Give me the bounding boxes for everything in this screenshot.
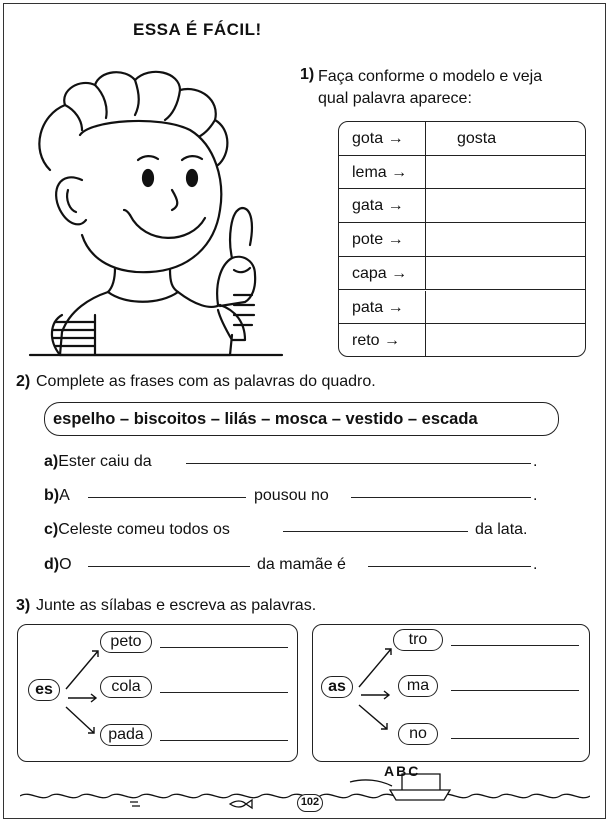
table-row: [339, 223, 585, 257]
question-3-instructions: Junte as sílabas e escreva as palavras.: [36, 597, 317, 614]
sentence-d: [44, 556, 72, 574]
sentence-b-end: .: [533, 487, 538, 504]
sentence-a: [44, 453, 152, 471]
arrows-icon: [355, 643, 399, 745]
root-syllable: es: [28, 679, 60, 701]
sentence-b-text: A: [59, 487, 70, 504]
sentence-c-text: Celeste comeu todos os: [58, 521, 230, 538]
question-3-number: 3): [16, 597, 31, 614]
table-word: gata →: [339, 189, 426, 222]
table-word: pote →: [339, 223, 426, 256]
syllable-pill: ma: [398, 675, 438, 697]
table-answer[interactable]: [427, 257, 585, 290]
sentence-d-text: O: [59, 556, 72, 573]
table-row: [339, 257, 585, 291]
syllable-pill: tro: [393, 629, 443, 651]
blank-line[interactable]: [88, 486, 246, 498]
sentence-d-label: d): [44, 556, 60, 573]
word-table: [338, 121, 586, 357]
syllable-pill: cola: [100, 676, 152, 698]
sentence-b: [44, 487, 70, 505]
sentence-a-end: .: [533, 453, 538, 470]
syllable-pill: peto: [100, 631, 152, 653]
page-title: ESSA É FÁCIL!: [133, 20, 262, 39]
syllable-box-1: [17, 624, 298, 762]
answer-line[interactable]: [160, 692, 288, 693]
page-number: 102: [297, 794, 323, 812]
answer-line[interactable]: [160, 740, 288, 741]
sentence-a-text: Ester caiu da: [58, 453, 152, 470]
table-word: capa →: [339, 257, 426, 290]
word-bank: espelho – biscoitos – lilás – mosca – vestido – escada: [44, 402, 559, 436]
blank-line[interactable]: [368, 555, 531, 567]
table-answer[interactable]: gosta: [457, 130, 497, 147]
table-row: [339, 189, 585, 223]
table-word: lema →: [339, 156, 426, 189]
boy-illustration: [20, 60, 290, 360]
question-1-line2: qual palavra aparece:: [318, 90, 472, 107]
table-answer[interactable]: [427, 324, 585, 357]
blank-line[interactable]: [88, 555, 250, 567]
blank-line[interactable]: [186, 452, 531, 464]
syllable-pill: pada: [100, 724, 152, 746]
question-1-number: 1): [300, 66, 315, 83]
answer-line[interactable]: [451, 738, 579, 739]
table-answer[interactable]: [427, 189, 585, 222]
question-2-instructions: Complete as frases com as palavras do quadro.: [36, 373, 376, 390]
table-row: [339, 122, 585, 156]
question-2-number: 2): [16, 373, 31, 390]
sentence-c: [44, 521, 230, 539]
table-row: [339, 291, 585, 325]
sentence-d-middle: da mamãe é: [257, 556, 346, 573]
sentence-b-label: b): [44, 487, 60, 504]
sentence-d-end: .: [533, 556, 538, 573]
table-word: pata →: [339, 291, 426, 324]
sentence-c-label: c): [44, 521, 59, 538]
sentence-b-middle: pousou no: [254, 487, 329, 504]
syllable-box-2: [312, 624, 590, 762]
table-word: gota →: [339, 122, 426, 155]
answer-line[interactable]: [451, 690, 579, 691]
arrows-icon: [62, 643, 102, 745]
sentence-a-label: a): [44, 453, 59, 470]
blank-line[interactable]: [351, 486, 531, 498]
table-word: reto →: [339, 324, 426, 357]
table-answer[interactable]: [427, 291, 585, 324]
syllable-pill: no: [398, 723, 438, 745]
table-answer[interactable]: [427, 223, 585, 256]
question-1-instructions: [318, 66, 598, 110]
answer-line[interactable]: [451, 645, 579, 646]
root-syllable: as: [321, 676, 353, 698]
blank-line[interactable]: [283, 520, 468, 532]
boat-sign: ABC: [384, 763, 421, 779]
question-1-line1: Faça conforme o modelo e veja: [318, 68, 543, 85]
table-row: [339, 156, 585, 190]
table-answer[interactable]: [427, 156, 585, 189]
answer-line[interactable]: [160, 647, 288, 648]
sentence-c-end: da lata.: [475, 521, 528, 538]
table-row: [339, 324, 585, 357]
